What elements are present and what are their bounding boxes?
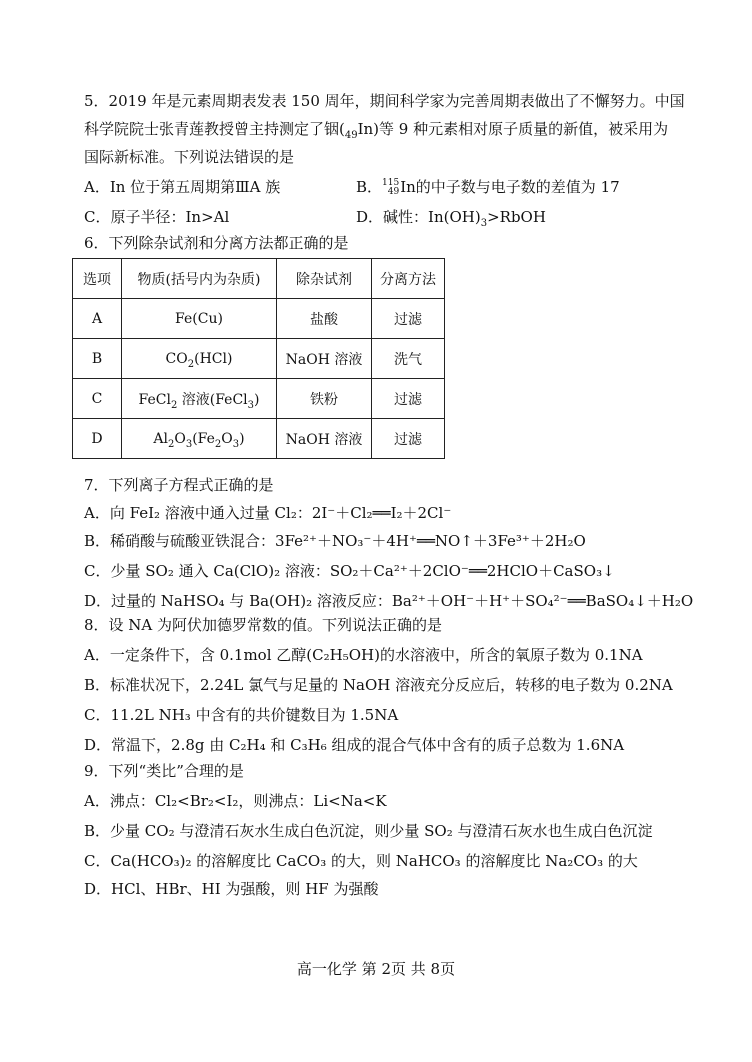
cell-method: 过滤 [372,419,445,459]
header-substance: 物质(括号内为杂质) [122,259,277,299]
q5-option-d: D．碱性：$In(OH)_3>RbOH$ [356,208,546,229]
q8-option-b: B．标准状况下，2.24L 氯气与足量的 NaOH 溶液充分反应后，转移的电子数为 0.2NA [84,676,673,694]
q5-stem-line1: 5．2019 年是元素周期表发表 150 周年，期间科学家为完善周期表做出了不懈努力。中国 [84,92,685,110]
q7-option-c: C．少量 SO₂ 通入 Ca(ClO)₂ 溶液：SO₂＋Ca²⁺＋2ClO⁻══2HClO＋CaSO₃↓ [84,562,615,580]
cell-method: 过滤 [372,379,445,419]
q8-option-a: A．一定条件下，含 0.1mol 乙醇(C₂H₅OH)的水溶液中，所含的氧原子数为 0.1NA [84,646,643,664]
q7-option-a: A．向 FeI₂ 溶液中通入过量 Cl₂：2I⁻＋Cl₂══I₂＋2Cl⁻ [84,504,452,522]
q5-option-b: B．115 49In的中子数与电子数的差值为 17 [356,178,620,197]
cell-reagent: NaOH 溶液 [277,339,372,379]
table-row [73,339,445,379]
cell-substance: $CO_2(HCl)$ [122,339,277,379]
table-row [73,419,445,459]
q7-stem: 7．下列离子方程式正确的是 [84,476,274,494]
cell-substance: $Al_2O_3(Fe_2O_3)$ [122,419,277,459]
cell-option: B [73,339,122,379]
cell-option: A [73,299,122,339]
q5-option-c: C．原子半径：In>Al [84,208,230,226]
cell-method: 洗气 [372,339,445,379]
q7-option-b: B．稀硝酸与硫酸亚铁混合：3Fe²⁺＋NO₃⁻＋4H⁺══NO↑＋3Fe³⁺＋2H₂O [84,532,586,550]
q8-stem: 8．设 NA 为阿伏加德罗常数的值。下列说法正确的是 [84,616,443,634]
cell-option: C [73,379,122,419]
q9-option-a: A．沸点：Cl₂<Br₂<I₂，则沸点：Li<Na<K [84,792,387,810]
cell-substance: FeCl$_2$ 溶液(FeCl$_3$) [122,379,277,419]
q5-stem-line2: 科学院院士张青莲教授曾主持测定了铟$(_{49}In)$等 9 种元素相对原子质量的新值，被采用为 [84,120,669,141]
cell-reagent: NaOH 溶液 [277,419,372,459]
q5-option-a: A．In 位于第五周期第ⅢA 族 [84,178,281,196]
q8-option-c: C．11.2L NH₃ 中含有的共价键数目为 1.5NA [84,706,399,724]
q9-option-c: C．Ca(HCO₃)₂ 的溶解度比 CaCO₃ 的大，则 NaHCO₃ 的溶解度比 Na₂CO₃ 的大 [84,852,638,870]
cell-option: D [73,419,122,459]
table-row [73,379,445,419]
table-header-row [73,259,445,299]
header-method: 分离方法 [372,259,445,299]
cell-method: 过滤 [372,299,445,339]
q6-stem: 6．下列除杂试剂和分离方法都正确的是 [84,234,349,252]
q9-stem: 9．下列“类比”合理的是 [84,762,244,780]
q5-stem-line3: 国际新标准。下列说法错误的是 [84,148,295,166]
header-reagent: 除杂试剂 [277,259,372,299]
cell-substance: Fe(Cu) [122,299,277,339]
cell-reagent: 铁粉 [277,379,372,419]
q7-option-d: D．过量的 NaHSO₄ 与 Ba(OH)₂ 溶液反应：Ba²⁺＋OH⁻＋H⁺＋SO₄²⁻══BaSO₄↓＋H₂O [84,592,694,610]
q8-option-d: D．常温下，2.8g 由 C₂H₄ 和 C₃H₆ 组成的混合气体中含有的质子总数为 1.6NA [84,736,625,754]
q9-option-b: B．少量 CO₂ 与澄清石灰水生成白色沉淀，则少量 SO₂ 与澄清石灰水也生成白色沉淀 [84,822,653,840]
page-footer: 高一化学 第 2页 共 8页 [296,960,456,978]
header-option: 选项 [73,259,122,299]
purification-table [72,258,445,459]
q9-option-d: D．HCl、HBr、HI 为强酸，则 HF 为强酸 [84,880,379,898]
table-row [73,299,445,339]
cell-reagent: 盐酸 [277,299,372,339]
